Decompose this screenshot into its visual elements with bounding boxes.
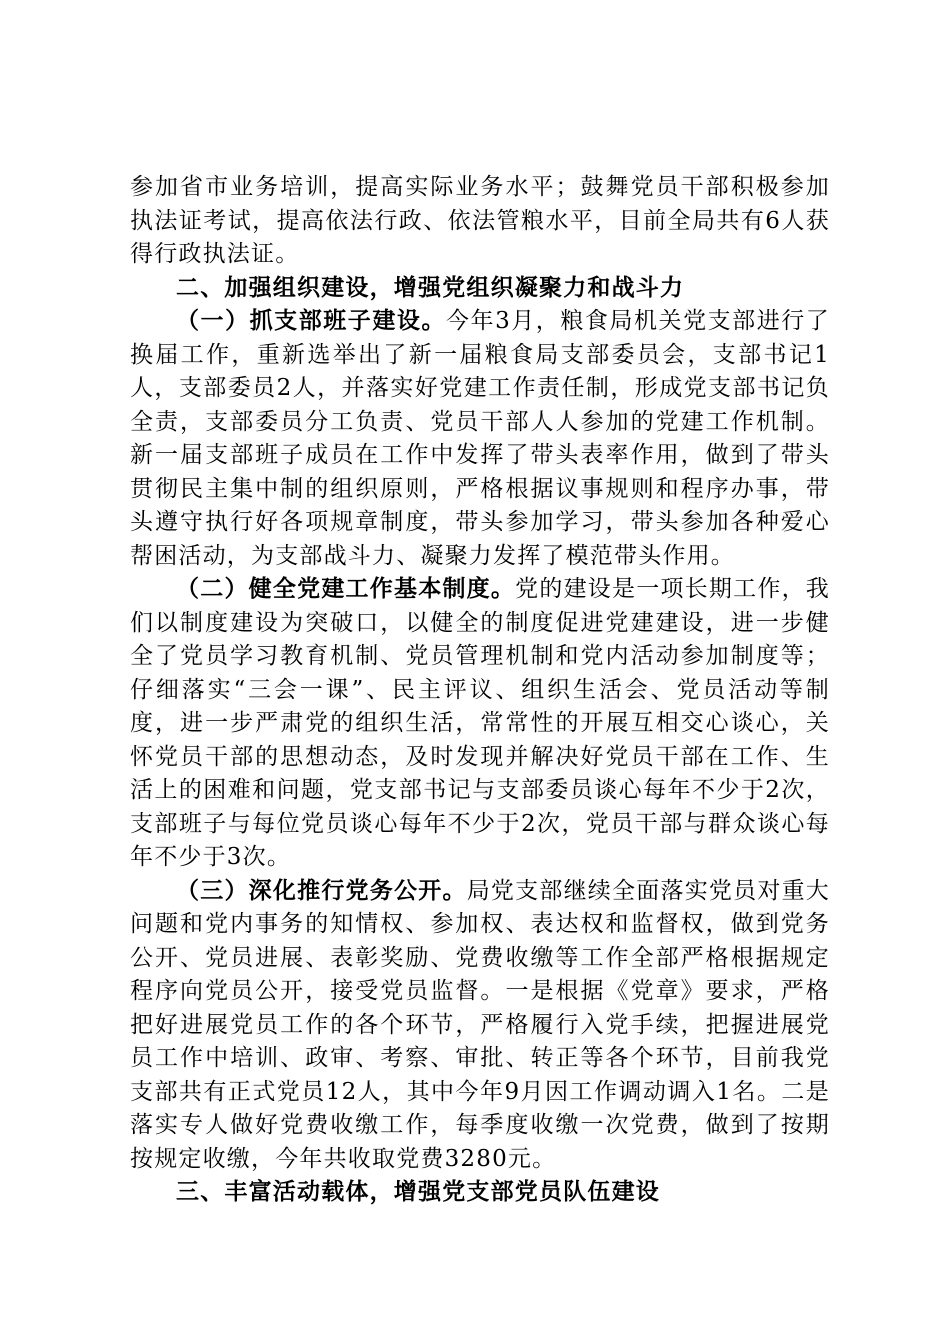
section-heading-three: 三、丰富活动载体，增强党支部党员队伍建设: [176, 1179, 660, 1205]
paragraph-sub-one: [130, 305, 830, 573]
paragraph-sub-three: [130, 875, 830, 1177]
paragraph-sub-one-body: 今年3月，粮食局机关党支部进行了换届工作，重新选举出了新一届粮食局支部委员会，支部书记1人，支部委员2人，并落实好党建工作责任制，形成党支部书记负全责，支部委员分工负责、党员干部人人参加的党建工作机制。新一届支部班子成员在工作中发挥了带头表率作用，做到了带头贯彻民主集中制的组织原则，严格根据议事规则和程序办事，带头遵守执行好各项规章制度，带头参加学习，带头参加各种爱心帮困活动，为支部战斗力、凝聚力发挥了模范带头作用。: [130, 308, 830, 569]
paragraph-sub-two-body: 党的建设是一项长期工作，我们以制度建设为突破口，以健全的制度促进党建建设，进一步健全了党员学习教育机制、党员管理机制和党内活动参加制度等；仔细落实“三会一课”、民主评议、组织生活会、党员活动等制度，进一步严肃党的组织生活，常常性的开展互相交心谈心，关怀党员干部的思想动态，及时发现并解决好党员干部在工作、生活上的困难和问题，党支部书记与支部委员谈心每年不少于2次，支部班子与每位党员谈心每年不少于2次，党员干部与群众谈心每年不少于3次。: [130, 576, 830, 870]
subheading-sub-three: （三）深化推行党务公开。: [176, 877, 467, 904]
document-page: [130, 171, 830, 1210]
paragraph-sub-three-body: 局党支部继续全面落实党员对重大问题和党内事务的知情权、参加权、表达权和监督权，做到党务公开、党员进展、表彰奖励、党费收缴等工作全部严格根据规定程序向党员公开，接受党员监督。一是根据《党章》要求，严格把好进展党员工作的各个环节，严格履行入党手续，把握进展党员工作中培训、政审、考察、审批、转正等各个环节，目前我党支部共有正式党员12人，其中今年9月因工作调动调入1名。二是落实专人做好党费收缴工作，每季度收缴一次党费，做到了按期按规定收缴，今年共收取党费3280元。: [130, 877, 831, 1172]
paragraph-sub-two: [130, 573, 830, 875]
subheading-sub-two: （二）健全党建工作基本制度。: [176, 576, 516, 602]
paragraph-continuation: 参加省市业务培训，提高实际业务水平；鼓舞党员干部积极参加执法证考试，提高依法行政、依法管粮水平，目前全局共有6人获得行政执法证。: [130, 174, 830, 267]
subheading-sub-one: （一）抓支部班子建设。: [176, 308, 446, 334]
section-heading-two: 二、加强组织建设，增强党组织凝聚力和战斗力: [176, 274, 685, 301]
